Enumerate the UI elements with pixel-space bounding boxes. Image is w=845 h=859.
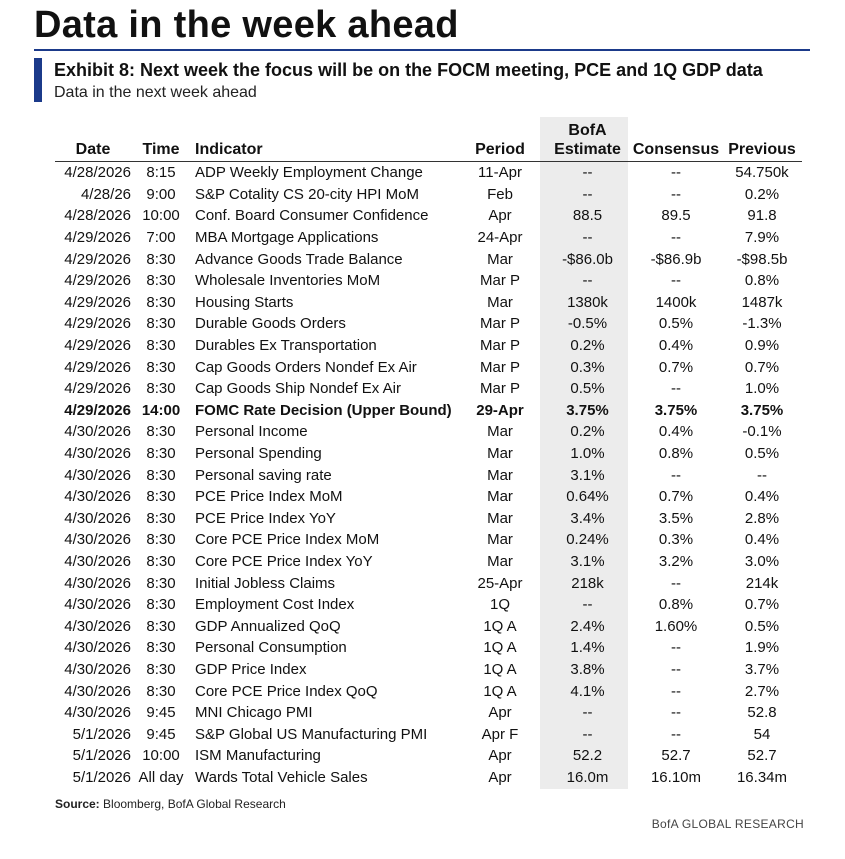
cell-estimate: 2.4%: [570, 617, 605, 635]
cell-indicator: ADP Weekly Employment Change: [195, 164, 423, 182]
cell-date: 4/30/2026: [64, 682, 131, 700]
cell-previous: 3.7%: [744, 660, 780, 678]
cell-date: 4/29/2026: [64, 315, 131, 333]
cell-estimate: 52.2: [572, 747, 603, 765]
cell-consensus: --: [671, 164, 681, 182]
cell-estimate: --: [582, 164, 593, 182]
cell-consensus: --: [671, 272, 681, 290]
cell-consensus: --: [671, 639, 681, 657]
cell-period: Feb: [487, 185, 513, 203]
header-consensus: Consensus: [630, 118, 722, 162]
title-divider: [34, 49, 810, 51]
cell-period: Mar P: [479, 358, 520, 376]
source-note: [55, 797, 286, 811]
cell-indicator: Wards Total Vehicle Sales: [195, 768, 368, 786]
cell-period: Apr: [488, 207, 512, 225]
cell-time: 8:30: [146, 423, 176, 441]
cell-indicator: Personal Income: [195, 423, 308, 441]
header-period: Period: [455, 118, 545, 162]
table-row: [55, 335, 802, 357]
cell-previous: 1.0%: [744, 380, 780, 398]
cell-period: 29-Apr: [476, 401, 524, 419]
cell-estimate: --: [582, 704, 593, 722]
cell-date: 4/30/2026: [64, 531, 131, 549]
table-row: [55, 443, 802, 465]
cell-estimate: 0.3%: [570, 358, 605, 376]
source-label: Source:: [55, 797, 100, 811]
cell-consensus: --: [671, 682, 681, 700]
cell-previous: 0.7%: [744, 596, 780, 614]
cell-previous: 0.5%: [744, 445, 780, 463]
cell-consensus: --: [671, 660, 681, 678]
cell-previous: 91.8: [747, 207, 777, 225]
cell-consensus: 0.4%: [658, 337, 694, 355]
table-row: [55, 723, 802, 745]
cell-date: 5/1/2026: [72, 747, 131, 765]
cell-indicator: Personal Consumption: [195, 639, 347, 657]
cell-consensus: 0.7%: [658, 358, 694, 376]
cell-time: 8:15: [146, 164, 176, 182]
cell-period: Mar: [487, 509, 513, 527]
cell-period: Apr: [488, 747, 512, 765]
cell-previous: 0.2%: [744, 185, 780, 203]
cell-indicator: MBA Mortgage Applications: [195, 229, 379, 247]
table-row: [55, 637, 802, 659]
cell-date: 4/30/2026: [64, 552, 131, 570]
table-row: [55, 572, 802, 594]
cell-time: 8:30: [146, 509, 176, 527]
table-row: [55, 313, 802, 335]
table-row: [55, 594, 802, 616]
table-row: [55, 551, 802, 573]
cell-date: 4/29/2026: [64, 358, 131, 376]
cell-date: 4/29/2026: [64, 250, 131, 268]
cell-indicator: Cap Goods Orders Nondef Ex Air: [195, 358, 417, 376]
cell-time: 8:30: [146, 639, 176, 657]
cell-period: Mar: [487, 293, 513, 311]
cell-consensus: -$86.9b: [650, 250, 702, 268]
cell-time: 8:30: [146, 682, 176, 700]
cell-period: Mar P: [479, 380, 520, 398]
cell-indicator: Core PCE Price Index QoQ: [195, 682, 378, 700]
cell-date: 4/30/2026: [64, 596, 131, 614]
cell-previous: 7.9%: [744, 229, 780, 247]
cell-date: 4/30/2026: [64, 509, 131, 527]
page-title: Data in the week ahead: [34, 4, 459, 46]
cell-time: 7:00: [146, 229, 176, 247]
cell-time: 8:30: [146, 574, 176, 592]
cell-estimate: 1380k: [567, 293, 608, 311]
cell-estimate: -0.5%: [567, 315, 608, 333]
cell-date: 5/1/2026: [72, 768, 131, 786]
cell-indicator: Cap Goods Ship Nondef Ex Air: [195, 380, 401, 398]
cell-period: Mar P: [479, 337, 520, 355]
cell-previous: 0.7%: [744, 358, 780, 376]
cell-indicator: Durable Goods Orders: [195, 315, 346, 333]
cell-time: 8:30: [146, 466, 176, 484]
cell-consensus: 0.8%: [658, 596, 694, 614]
cell-previous: 0.5%: [744, 617, 780, 635]
cell-period: Mar P: [479, 315, 520, 333]
cell-indicator: FOMC Rate Decision (Upper Bound): [195, 401, 452, 419]
table-row: [55, 227, 802, 249]
cell-consensus: 3.5%: [658, 509, 694, 527]
cell-date: 4/28/26: [80, 185, 131, 203]
exhibit-subtitle: Data in the next week ahead: [54, 84, 257, 101]
table-row: [55, 205, 802, 227]
cell-period: Mar: [487, 552, 513, 570]
header-date: Date: [55, 118, 131, 162]
table-row: [55, 486, 802, 508]
cell-previous: 0.8%: [744, 272, 780, 290]
cell-estimate: --: [582, 229, 593, 247]
cell-indicator: ISM Manufacturing: [195, 747, 321, 765]
cell-indicator: S&P Cotality CS 20-city HPI MoM: [195, 185, 419, 203]
cell-period: 1Q A: [483, 639, 517, 657]
cell-previous: 1487k: [741, 293, 783, 311]
header-estimate: [545, 118, 630, 162]
table-row: [55, 270, 802, 292]
cell-indicator: Employment Cost Index: [195, 596, 355, 614]
cell-indicator: Personal saving rate: [195, 466, 332, 484]
cell-previous: 16.34m: [736, 768, 788, 786]
table-row: [55, 248, 802, 270]
cell-indicator: Durables Ex Transportation: [195, 337, 377, 355]
cell-previous: 1.9%: [744, 639, 780, 657]
cell-time: 9:45: [146, 704, 176, 722]
table-row: [55, 356, 802, 378]
cell-date: 4/30/2026: [64, 704, 131, 722]
table-row: [55, 702, 802, 724]
cell-period: 1Q A: [483, 682, 517, 700]
cell-previous: -1.3%: [742, 315, 782, 333]
cell-indicator: Personal Spending: [195, 445, 322, 463]
cell-previous: 2.8%: [744, 509, 780, 527]
cell-date: 4/30/2026: [64, 466, 131, 484]
cell-time: 8:30: [146, 617, 176, 635]
cell-date: 4/30/2026: [64, 445, 131, 463]
table-row: [55, 464, 802, 486]
cell-previous: 2.7%: [744, 682, 780, 700]
cell-consensus: --: [671, 704, 681, 722]
header-time: Time: [131, 118, 191, 162]
table-row: [55, 378, 802, 400]
cell-time: 9:00: [146, 185, 176, 203]
cell-date: 4/29/2026: [64, 229, 131, 247]
table-row: [55, 292, 802, 314]
cell-period: Apr: [488, 768, 512, 786]
cell-consensus: 0.3%: [658, 531, 694, 549]
cell-period: 1Q A: [483, 660, 517, 678]
cell-consensus: 0.5%: [658, 315, 694, 333]
header-estimate-line2: Estimate: [554, 141, 621, 158]
cell-date: 4/29/2026: [64, 401, 131, 419]
cell-consensus: --: [671, 380, 681, 398]
cell-previous: 0.4%: [744, 488, 780, 506]
cell-estimate: 1.0%: [570, 445, 605, 463]
cell-period: 1Q: [489, 596, 510, 614]
cell-time: 8:30: [146, 293, 176, 311]
cell-date: 4/29/2026: [64, 293, 131, 311]
cell-consensus: 52.7: [661, 747, 691, 765]
cell-estimate: 3.1%: [570, 466, 605, 484]
cell-date: 4/30/2026: [64, 423, 131, 441]
cell-indicator: PCE Price Index YoY: [195, 509, 336, 527]
cell-period: 25-Apr: [477, 574, 523, 592]
cell-previous: 54: [753, 725, 771, 743]
cell-time: 14:00: [141, 401, 181, 419]
cell-estimate: 16.0m: [566, 768, 609, 786]
cell-indicator: GDP Annualized QoQ: [195, 617, 341, 635]
table-body: [55, 162, 802, 789]
table-row: [55, 615, 802, 637]
cell-estimate: 3.4%: [570, 509, 605, 527]
header-indicator: Indicator: [191, 118, 455, 162]
cell-consensus: 0.8%: [658, 445, 694, 463]
cell-period: 24-Apr: [477, 229, 523, 247]
cell-period: Mar: [487, 531, 513, 549]
cell-indicator: Conf. Board Consumer Confidence: [195, 207, 429, 225]
cell-time: 8:30: [146, 660, 176, 678]
cell-time: 10:00: [142, 747, 180, 765]
cell-time: 8:30: [146, 531, 176, 549]
cell-period: 1Q A: [483, 617, 517, 635]
brand-footer: BofA GLOBAL RESEARCH: [651, 817, 804, 831]
cell-period: Apr: [488, 704, 512, 722]
cell-time: 8:30: [146, 552, 176, 570]
cell-previous: 214k: [745, 574, 779, 592]
cell-previous: 52.8: [747, 704, 777, 722]
cell-estimate: 218k: [571, 574, 604, 592]
table-row: [55, 508, 802, 530]
cell-time: 10:00: [142, 207, 180, 225]
cell-time: 8:30: [146, 272, 176, 290]
source-text: Bloomberg, BofA Global Research: [99, 797, 286, 811]
table-row: [55, 745, 802, 767]
cell-estimate: 3.1%: [570, 552, 605, 570]
cell-previous: -0.1%: [742, 423, 782, 441]
cell-indicator: Core PCE Price Index YoY: [195, 552, 373, 570]
cell-previous: 0.4%: [744, 531, 780, 549]
cell-time: All day: [138, 768, 184, 786]
cell-time: 8:30: [146, 358, 176, 376]
cell-indicator: Initial Jobless Claims: [195, 574, 336, 592]
cell-previous: -$98.5b: [736, 250, 788, 268]
table-row: [55, 529, 802, 551]
cell-date: 4/30/2026: [64, 660, 131, 678]
cell-estimate: --: [582, 185, 593, 203]
data-table: [55, 118, 802, 788]
cell-consensus: --: [671, 574, 681, 592]
cell-indicator: Core PCE Price Index MoM: [195, 531, 380, 549]
cell-consensus: --: [671, 185, 681, 203]
cell-previous: 3.75%: [740, 401, 784, 419]
exhibit-title: Exhibit 8: Next week the focus will be on the FOCM meeting, PCE and 1Q GDP data: [54, 60, 763, 80]
cell-estimate: 0.2%: [570, 423, 605, 441]
header-estimate-line1: BofA: [568, 122, 607, 139]
cell-consensus: 3.2%: [658, 552, 694, 570]
cell-estimate: 1.4%: [570, 639, 605, 657]
cell-date: 4/28/2026: [64, 164, 131, 182]
cell-consensus: 3.75%: [654, 401, 698, 419]
cell-previous: --: [757, 466, 767, 484]
cell-estimate: 0.5%: [570, 380, 605, 398]
cell-estimate: --: [582, 725, 593, 743]
cell-time: 8:30: [146, 380, 176, 398]
cell-time: 8:30: [146, 337, 176, 355]
cell-estimate: 0.64%: [566, 488, 609, 506]
table-header-row: [55, 118, 802, 162]
cell-period: Mar: [487, 466, 513, 484]
cell-date: 4/28/2026: [64, 207, 131, 225]
table-row: [55, 421, 802, 443]
cell-date: 4/30/2026: [64, 639, 131, 657]
cell-time: 9:45: [146, 725, 176, 743]
cell-time: 8:30: [146, 596, 176, 614]
cell-time: 8:30: [146, 445, 176, 463]
table-row: [55, 184, 802, 206]
cell-indicator: PCE Price Index MoM: [195, 488, 343, 506]
cell-estimate: --: [582, 272, 593, 290]
table-row: [55, 680, 802, 702]
cell-indicator: MNI Chicago PMI: [195, 704, 313, 722]
header-previous: Previous: [722, 118, 802, 162]
cell-estimate: 0.2%: [570, 337, 605, 355]
cell-period: Mar: [487, 423, 513, 441]
cell-indicator: Housing Starts: [195, 293, 294, 311]
table-row: [55, 162, 802, 184]
cell-period: Mar P: [479, 272, 520, 290]
cell-estimate: 3.8%: [570, 660, 605, 678]
cell-period: Mar: [487, 445, 513, 463]
cell-indicator: S&P Global US Manufacturing PMI: [195, 725, 428, 743]
cell-consensus: 0.7%: [658, 488, 694, 506]
cell-previous: 52.7: [747, 747, 777, 765]
cell-indicator: Advance Goods Trade Balance: [195, 250, 403, 268]
cell-consensus: 1400k: [655, 293, 697, 311]
cell-consensus: --: [671, 466, 681, 484]
cell-date: 4/29/2026: [64, 337, 131, 355]
cell-date: 4/30/2026: [64, 617, 131, 635]
cell-previous: 0.9%: [744, 337, 780, 355]
cell-estimate: --: [582, 596, 593, 614]
cell-period: 11-Apr: [478, 164, 522, 182]
cell-estimate: -$86.0b: [562, 250, 613, 268]
cell-consensus: --: [671, 725, 681, 743]
cell-estimate: 4.1%: [570, 682, 605, 700]
cell-date: 4/29/2026: [64, 272, 131, 290]
table-row: [55, 767, 802, 789]
cell-time: 8:30: [146, 315, 176, 333]
cell-consensus: 0.4%: [658, 423, 694, 441]
cell-period: Mar: [487, 250, 513, 268]
cell-time: 8:30: [146, 250, 176, 268]
exhibit-accent-bar: [34, 58, 42, 102]
cell-indicator: GDP Price Index: [195, 660, 307, 678]
cell-period: Apr F: [481, 725, 519, 743]
cell-date: 4/30/2026: [64, 488, 131, 506]
table-row: [55, 659, 802, 681]
cell-estimate: 88.5: [572, 207, 603, 225]
cell-consensus: 16.10m: [650, 768, 702, 786]
cell-previous: 54.750k: [735, 164, 789, 182]
cell-indicator: Wholesale Inventories MoM: [195, 272, 381, 290]
table-row: [55, 400, 802, 422]
cell-date: 4/29/2026: [64, 380, 131, 398]
cell-time: 8:30: [146, 488, 176, 506]
cell-date: 5/1/2026: [72, 725, 131, 743]
cell-consensus: 89.5: [661, 207, 691, 225]
cell-date: 4/30/2026: [64, 574, 131, 592]
cell-consensus: 1.60%: [654, 617, 698, 635]
cell-estimate: 0.24%: [566, 531, 609, 549]
cell-consensus: --: [671, 229, 681, 247]
cell-previous: 3.0%: [744, 552, 780, 570]
cell-period: Mar: [487, 488, 513, 506]
cell-estimate: 3.75%: [566, 401, 609, 419]
